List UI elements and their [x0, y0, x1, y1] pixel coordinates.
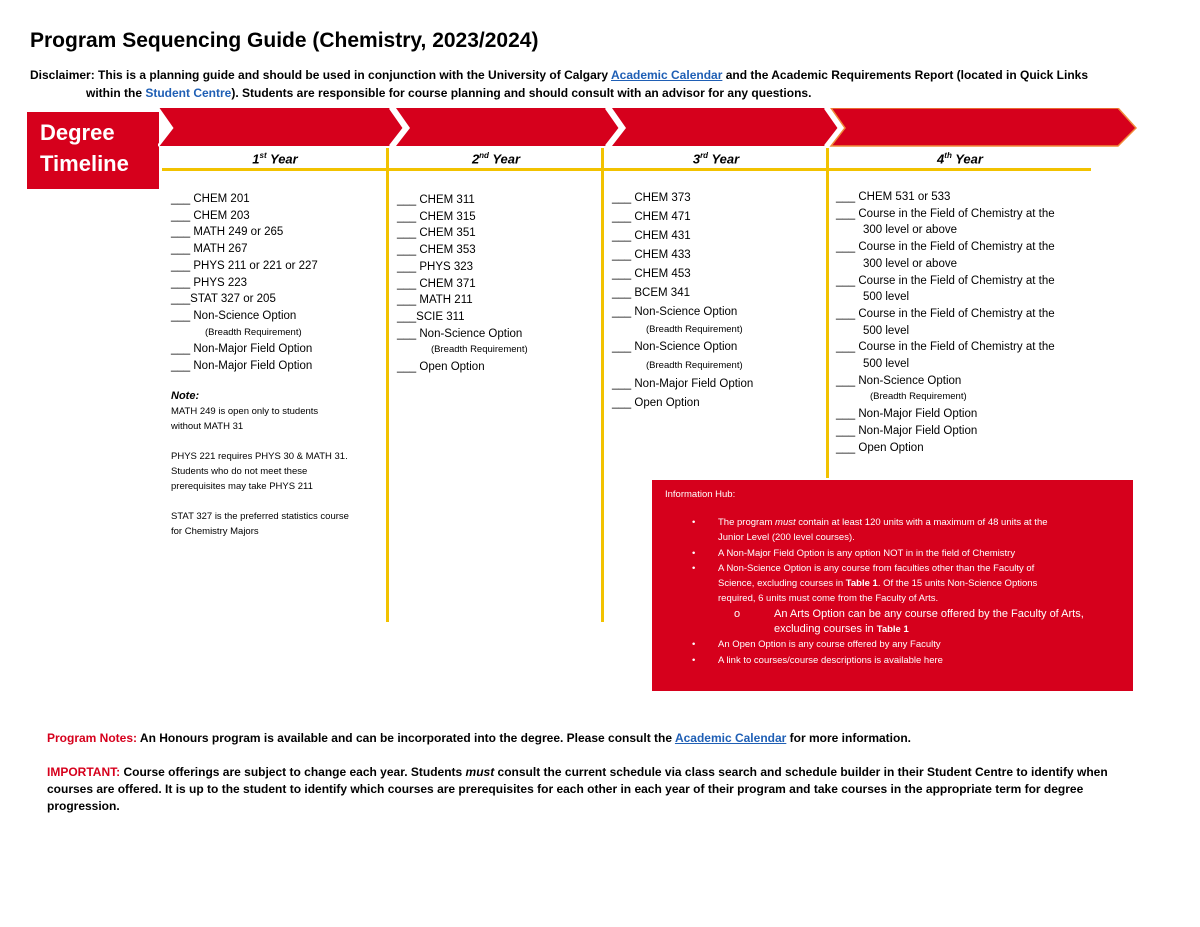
list-item: ___ CHEM 353 [397, 244, 476, 257]
list-item: ___SCIE 311 [397, 310, 465, 323]
disclaimer [30, 66, 1170, 102]
list-item-cont: 500 level [863, 324, 910, 337]
academic-calendar-link-2[interactable]: Academic Calendar [674, 731, 787, 745]
note-line: for Chemistry Majors [171, 526, 259, 537]
list-item-cont: 300 level or above [863, 224, 957, 237]
disclaimer-label: Disclaimer: [30, 68, 95, 82]
note-line: without MATH 31 [171, 421, 244, 432]
year-3-label: 3rd Year [692, 151, 740, 167]
list-item: ___ CHEM 373 [612, 192, 691, 204]
hub-bullet: • An Open Option is any course offered by any Faculty [692, 639, 941, 651]
information-hub [652, 480, 1133, 691]
hub-bullet-link[interactable]: • A link to courses/course descriptions is available here [692, 654, 943, 666]
disclaimer-text-4: ). Students are responsible for course planning and should consult with an advisor for any questions. [231, 86, 812, 100]
list-item: ___ PHYS 223 [171, 276, 248, 289]
list-item: ___ Non-Major Field Option [171, 360, 313, 373]
hub-title: Information Hub: [665, 489, 736, 500]
list-item: ___ CHEM 311 [397, 194, 475, 206]
year-2-label: 2nd Year [471, 151, 521, 167]
list-item: ___ Non-Science Option [612, 306, 738, 318]
list-item: ___ PHYS 323 [397, 260, 474, 273]
disclaimer-text-2: and the Academic Requirements Report (located in Quick Links [722, 68, 1089, 82]
degree-timeline-line-2: Timeline [40, 151, 129, 176]
note-line: STAT 327 is the preferred statistics course [171, 511, 349, 522]
list-item-note: (Breadth Requirement) [646, 360, 743, 371]
hub-bullet-list [652, 515, 1122, 668]
list-item-cont: 500 level [863, 291, 910, 304]
year-3-arrow [612, 108, 839, 146]
year-4-arrow [831, 108, 1136, 146]
year-4-label: 4th Year [937, 151, 983, 167]
list-item: ___ MATH 249 or 265 [171, 226, 284, 239]
note-line: Students who do not meet these [171, 466, 308, 477]
program-notes [47, 730, 1147, 815]
list-item: ___ CHEM 351 [397, 227, 476, 240]
column-divider-1 [386, 148, 389, 622]
list-item: ___ BCEM 341 [612, 287, 690, 299]
note-line: PHYS 221 requires PHYS 30 & MATH 31. [171, 451, 348, 462]
page-title: Program Sequencing Guide (Chemistry, 2023/2024) [30, 29, 539, 52]
list-item-note: (Breadth Requirement) [646, 324, 743, 335]
degree-timeline-line-1: Degree [40, 120, 115, 145]
list-item: ___ CHEM 315 [397, 210, 476, 223]
list-item: ___ Open Option [836, 441, 924, 454]
hub-bullet: • The program must contain at least 120 units with a maximum of 48 units at the Junior Level (200 level courses). [692, 517, 1048, 544]
list-item: ___ Non-Science Option [397, 327, 523, 340]
list-item: ___ Open Option [397, 361, 485, 374]
disclaimer-text-3: within the [86, 86, 146, 100]
list-item: ___ PHYS 211 or 221 or 227 [171, 259, 318, 272]
list-item: ___ Course in the Field of Chemistry at the [836, 241, 1055, 254]
list-item: ___ Course in the Field of Chemistry at the [836, 274, 1055, 287]
list-item: ___ Course in the Field of Chemistry at the [836, 341, 1055, 354]
list-item-note: (Breadth Requirement) [431, 344, 528, 356]
note-line: MATH 249 is open only to students [171, 406, 319, 417]
year-4-course-list [836, 189, 1055, 456]
list-item-note: (Breadth Requirement) [870, 391, 967, 403]
list-item: ___ Course in the Field of Chemistry at the [836, 307, 1055, 320]
note-line: prerequisites may take PHYS 211 [171, 481, 313, 492]
list-item: ___ CHEM 203 [171, 209, 250, 222]
note-title: Note: [171, 390, 200, 402]
important-label: IMPORTANT: [47, 765, 121, 779]
list-item: ___ Non-Major Field Option [836, 424, 978, 437]
list-item: ___ Non-Major Field Option [836, 408, 978, 421]
list-item: ___ Course in the Field of Chemistry at the [836, 207, 1055, 220]
list-item: ___ Non-Science Option [612, 341, 738, 353]
list-item: ___ Non-Major Field Option [171, 343, 313, 356]
list-item-cont: 500 level [863, 358, 910, 371]
list-item: ___STAT 327 or 205 [171, 293, 276, 306]
year-3-course-list [612, 189, 753, 413]
year-1-note [171, 389, 349, 539]
list-item: ___ CHEM 531 or 533 [836, 191, 951, 203]
year-2-course-list [397, 192, 528, 376]
list-item: ___ CHEM 453 [612, 268, 691, 280]
column-divider-3 [826, 148, 829, 478]
list-item-note: (Breadth Requirement) [205, 326, 302, 338]
year-2-arrow [396, 108, 620, 146]
list-item: ___ MATH 267 [171, 243, 248, 256]
hub-bullet: • A Non-Science Option is any course from faculties other than the Faculty of Science, excluding courses in Table 1. Of the 15 units Non-Science Options required, 6 units must come from the Faculty of Arts. [692, 562, 1038, 605]
list-item: ___ CHEM 201 [171, 193, 250, 205]
list-item: ___ Non-Science Option [836, 374, 962, 387]
year-1-label: 1st Year [252, 151, 298, 167]
year-header-underline [162, 168, 1091, 171]
program-notes-text: An Honours program is available and can be incorporated into the degree. Please consult the [137, 731, 675, 745]
program-notes-label: Program Notes: [47, 731, 138, 745]
list-item: ___ Non-Science Option [171, 309, 297, 322]
student-centre-link[interactable]: Student Centre [145, 86, 232, 100]
timeline-arrow-banner [158, 108, 1143, 148]
list-item: ___ Non-Major Field Option [612, 378, 754, 390]
list-item: ___ CHEM 471 [612, 211, 691, 223]
year-1-arrow [158, 108, 404, 146]
list-item: ___ CHEM 433 [612, 249, 691, 261]
list-item: ___ Open Option [612, 397, 700, 409]
important-note: IMPORTANT: Course offerings are subject to change each year. Students must consult the current schedule via class search and schedule builder in their Student Centre to identify when courses are offered. It is up to the student to identify which courses are prerequisites for each other in each year of their program and take courses in the appropriate term for degree progression. [47, 765, 1108, 813]
hub-bullet: • A Non-Major Field Option is any option NOT in in the field of Chemistry [692, 547, 1016, 559]
list-item: ___ MATH 211 [397, 294, 473, 307]
academic-calendar-link[interactable]: Academic Calendar [610, 68, 723, 82]
degree-timeline-box [27, 112, 159, 189]
list-item: ___ CHEM 371 [397, 277, 476, 290]
program-notes-text-2: for more information. [786, 731, 911, 745]
year-1-course-list [171, 191, 318, 375]
list-item: ___ CHEM 431 [612, 230, 691, 242]
list-item-cont: 300 level or above [863, 257, 957, 270]
disclaimer-text-1: This is a planning guide and should be used in conjunction with the University of Calgary [94, 68, 611, 82]
column-divider-2 [601, 148, 604, 622]
hub-sub-bullet: o An Arts Option can be any course offered by the Faculty of Arts, excluding courses in Table 1 [734, 607, 1084, 636]
